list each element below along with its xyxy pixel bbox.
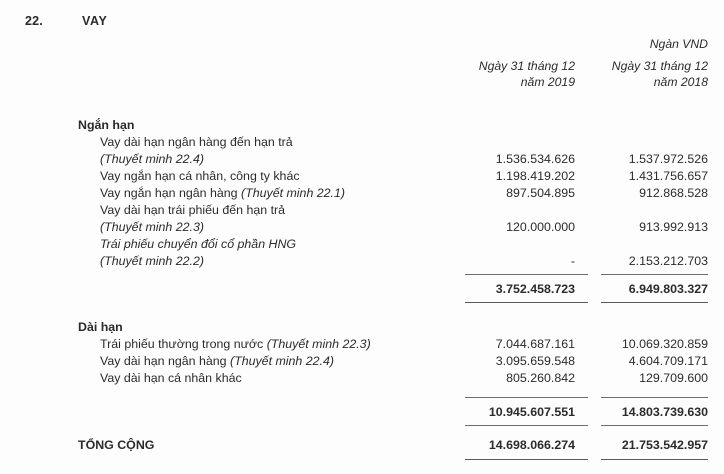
rule-line-2018 bbox=[601, 274, 708, 275]
grand-total-value-2019: 14.698.066.274 bbox=[488, 438, 575, 452]
column-header-2019-line2: năm 2019 bbox=[520, 75, 575, 89]
table-row bbox=[78, 186, 708, 203]
rule-line-2018 bbox=[601, 397, 708, 398]
table-row bbox=[78, 220, 708, 237]
borrowings-table bbox=[78, 118, 708, 463]
column-header-2019-line1: Ngày 31 tháng 12 bbox=[478, 59, 575, 73]
row-label-note: (Thuyết minh 22.3) bbox=[266, 337, 371, 351]
row-value-2018: 10.069.320.859 bbox=[621, 337, 708, 351]
rule-line-2019 bbox=[465, 459, 588, 461]
row-label bbox=[78, 186, 452, 200]
row-value-2018: 912.868.528 bbox=[639, 186, 708, 200]
row-label-text: Vay ngắn hạn ngân hàng bbox=[100, 186, 238, 200]
column-header-2018-line1: Ngày 31 tháng 12 bbox=[611, 59, 708, 73]
row-value-2019: 897.504.895 bbox=[506, 186, 575, 200]
rule-line-2019 bbox=[465, 302, 588, 304]
subtotal-rule-below-long-term bbox=[78, 422, 708, 429]
date-column-headers bbox=[400, 58, 708, 90]
row-label: Vay dài hạn cá nhân khác bbox=[100, 371, 242, 385]
row-value-2018: 4.604.709.171 bbox=[628, 354, 708, 368]
section-heading-long-term-row bbox=[78, 320, 708, 337]
row-label-text: Trái phiếu thường trong nước bbox=[100, 337, 264, 351]
subtotal-rule-above-long-term bbox=[78, 394, 708, 401]
table-row bbox=[78, 237, 708, 254]
rule-line-2018 bbox=[601, 425, 708, 426]
grand-total-label: TỔNG CỘNG bbox=[78, 438, 155, 452]
row-label bbox=[78, 337, 452, 351]
row-value-2019: 120.000.000 bbox=[506, 220, 575, 234]
row-value-2018: 913.992.913 bbox=[639, 220, 708, 234]
table-row bbox=[78, 169, 708, 186]
rule-line-2019 bbox=[465, 274, 588, 275]
page-title: VAY bbox=[82, 14, 108, 28]
row-label: (Thuyết minh 22.2) bbox=[100, 254, 204, 268]
row-label-note: (Thuyết minh 22.1) bbox=[241, 186, 346, 200]
table-row bbox=[78, 371, 708, 388]
table-row bbox=[78, 203, 708, 220]
grand-total-rule-below bbox=[78, 456, 708, 463]
table-row bbox=[78, 135, 708, 152]
subtotal-value-2019: 3.752.458.723 bbox=[495, 282, 575, 296]
table-row bbox=[78, 354, 708, 371]
row-value-2018: 1.537.972.526 bbox=[628, 152, 708, 166]
row-label: Vay dài hạn trái phiếu đến hạn trả bbox=[100, 203, 286, 217]
row-label: (Thuyết minh 22.3) bbox=[100, 220, 204, 234]
section-heading-long-term: Dài hạn bbox=[78, 320, 123, 334]
row-label: (Thuyết minh 22.4) bbox=[100, 152, 204, 166]
row-label bbox=[78, 354, 452, 368]
row-value-2018: 129.709.600 bbox=[639, 371, 708, 385]
row-label: Vay ngắn hạn cá nhân, công ty khác bbox=[100, 169, 300, 183]
row-value-2019: 3.095.659.548 bbox=[495, 354, 575, 368]
subtotal-rule-below-short-term bbox=[78, 299, 708, 306]
row-value-2019: 1.536.534.626 bbox=[495, 152, 575, 166]
row-value-2019: 805.260.842 bbox=[506, 371, 575, 385]
table-row bbox=[78, 152, 708, 169]
section-heading-short-term: Ngắn hạn bbox=[78, 118, 135, 132]
rule-line-2018 bbox=[601, 302, 708, 304]
grand-total-row bbox=[78, 438, 708, 456]
row-label-text: Vay dài hạn ngân hàng bbox=[100, 354, 227, 368]
row-value-2019: 1.198.419.202 bbox=[495, 169, 575, 183]
section-heading-short-term-row bbox=[78, 118, 708, 135]
subtotal-value-2018: 14.803.739.630 bbox=[621, 405, 708, 419]
row-value-2018: 2.153.212.703 bbox=[628, 254, 708, 268]
grand-total-value-2018: 21.753.542.957 bbox=[621, 438, 708, 452]
note-heading bbox=[25, 14, 107, 28]
subtotal-value-2019: 10.945.607.551 bbox=[488, 405, 575, 419]
subtotal-row-long-term bbox=[78, 405, 708, 422]
column-header-block bbox=[400, 36, 708, 90]
table-row bbox=[78, 254, 708, 271]
row-value-2019: 7.044.687.161 bbox=[495, 337, 575, 351]
column-header-2019 bbox=[400, 58, 583, 90]
row-label: Vay dài hạn ngân hàng đến hạn trả bbox=[100, 135, 293, 149]
subtotal-row-short-term bbox=[78, 282, 708, 299]
row-label: Trái phiếu chuyển đổi cổ phần HNG bbox=[100, 237, 297, 251]
row-value-2018: 1.431.756.657 bbox=[628, 169, 708, 183]
note-number: 22. bbox=[25, 14, 43, 28]
column-header-2018 bbox=[583, 58, 708, 90]
subtotal-rule-above-short-term bbox=[78, 271, 708, 278]
row-label-note: (Thuyết minh 22.4) bbox=[230, 354, 334, 368]
rule-line-2018 bbox=[601, 459, 708, 461]
table-row bbox=[78, 337, 708, 354]
row-value-2019: - bbox=[570, 254, 575, 268]
subtotal-value-2018: 6.949.803.327 bbox=[628, 282, 708, 296]
rule-line-2019 bbox=[465, 397, 588, 398]
currency-unit-label: Ngàn VND bbox=[649, 37, 708, 51]
column-header-2018-line2: năm 2018 bbox=[653, 75, 708, 89]
rule-line-2019 bbox=[465, 425, 588, 426]
